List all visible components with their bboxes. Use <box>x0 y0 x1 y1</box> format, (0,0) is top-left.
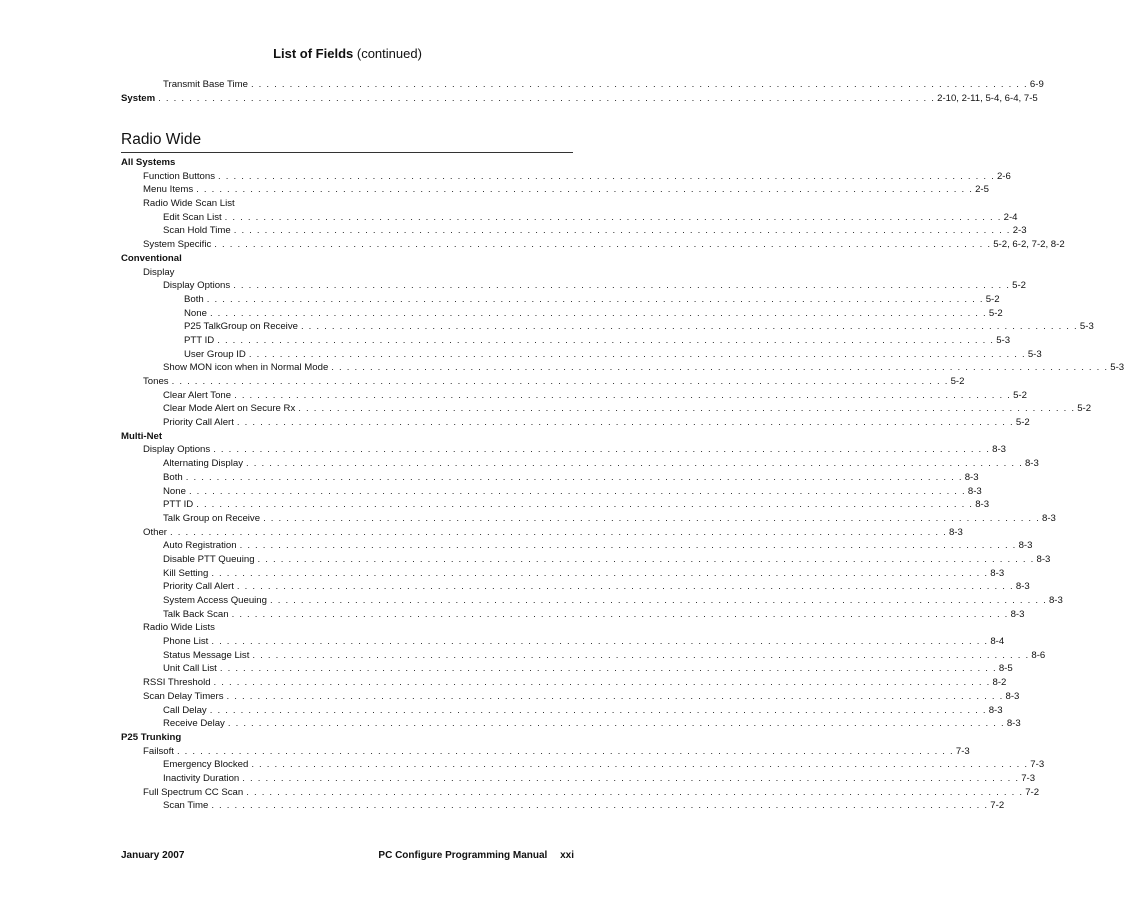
entry-label: Kill Setting <box>163 567 211 581</box>
entry-label: None <box>184 307 210 321</box>
dot-leader: . . . . . . . . . . . . . . . . . . . . . . . . . . . . . . . . . . . . . . . . . . . . . . . . . . . . . . . . . . . . . . . . . . . . . . . . . . . . . . . . . . . . . . . . . . . . . . . . . . . . . <box>252 649 1030 661</box>
index-list-top <box>121 78 1044 105</box>
entry-page-ref: 7-2 <box>1025 786 1040 798</box>
entry-page-ref: 2-5 <box>975 184 989 196</box>
entry-label: System Access Queuing <box>163 594 270 608</box>
entry-page-ref: 2-4 <box>1003 211 1018 223</box>
index-entry <box>121 662 1013 676</box>
entry-page-ref: 5-2 <box>1077 403 1092 415</box>
footer-manual-title: PC Configure Programming Manual <box>378 850 548 861</box>
entry-page-ref: 5-2 <box>950 376 965 387</box>
entry-label: Phone List <box>163 635 211 649</box>
dot-leader: . . . . . . . . . . . . . . . . . . . . . . . . . . . . . . . . . . . . . . . . . . . . . . . . . . . . . . . . . . . . . . . . . . . . . . . . . . . . . . . . . . . . . . . . . . . . . . . . . . . . . <box>214 239 992 251</box>
entry-page-ref: 5-2 <box>1015 417 1030 429</box>
dot-leader: . . . . . . . . . . . . . . . . . . . . . . . . . . . . . . . . . . . . . . . . . . . . . . . . . . . . . . . . . . . . . . . . . . . . . . . . . . . . . . . . . . . . . . . . . . . . . . . . . . . . . <box>185 471 963 483</box>
entry-page-ref: 8-3 <box>1006 718 1021 730</box>
entry-label: Scan Delay Timers <box>143 690 227 704</box>
entry-page-ref: 8-3 <box>1036 553 1051 565</box>
entry-label: Other <box>143 526 170 540</box>
index-entry <box>121 485 982 499</box>
index-entry <box>121 512 1056 526</box>
entry-page-ref: 5-3 <box>1110 362 1124 374</box>
entry-label: Scan Time <box>163 799 211 813</box>
index-entry <box>121 471 979 485</box>
entry-label: Radio Wide Scan List <box>143 197 238 211</box>
entry-page-ref: 5-2, 6-2, 7-2, 8-2 <box>993 239 1065 251</box>
entry-label: User Group ID <box>184 348 249 362</box>
dot-leader: . . . . . . . . . . . . . . . . . . . . . . . . . . . . . . . . . . . . . . . . . . . . . . . . . . . . . . . . . . . . . . . . . . . . . . . . . . . . . . . . . . . . . . . . . . . . . . . . . . . . . <box>239 540 1017 552</box>
entry-page-ref: 8-3 <box>992 444 1007 456</box>
index-entry <box>121 526 963 540</box>
index-entry <box>121 676 1007 690</box>
dot-leader: . . . . . . . . . . . . . . . . . . . . . . . . . . . . . . . . . . . . . . . . . . . . . . . . . . . . . . . . . . . . . . . . . . . . . . . . . . . . . . . . . . . . . . . . . . . . . . . . . . . . . <box>269 595 1047 606</box>
dot-leader: . . . . . . . . . . . . . . . . . . . . . . . . . . . . . . . . . . . . . . . . . . . . . . . . . . . . . . . . . . . . . . . . . . . . . . . . . . . . . . . . . . . . . . . . . . . . . . . . . . . . . <box>236 417 1014 429</box>
index-entry <box>121 580 1030 594</box>
entry-label: Priority Call Alert <box>163 416 237 430</box>
header-title: List of Fields <box>273 46 354 61</box>
footer-date: January 2007 <box>121 850 185 861</box>
index-entry <box>121 498 990 512</box>
dot-leader: . . . . . . . . . . . . . . . . . . . . . . . . . . . . . . . . . . . . . . . . . . . . . . . . . . . . . . . . . . . . . . . . . . . . . . . . . . . . . . . . . . . . . . . . . . . . . . . . . . . . . <box>227 718 1005 730</box>
dot-leader: . . . . . . . . . . . . . . . . . . . . . . . . . . . . . . . . . . . . . . . . . . . . . . . . . . . . . . . . . . . . . . . . . . . . . . . . . . . . . . . . . . . . . . . . . . . . . . . . . . . . . <box>298 403 1076 415</box>
section-rule <box>121 152 573 153</box>
dot-leader: . . . . . . . . . . . . . . . . . . . . . . . . . . . . . . . . . . . . . . . . . . . . . . . . . . . . . . . . . . . . . . . . . . . . . . . . . . . . . . . . . . . . . . . . . . . . . . . . . . . . . <box>219 663 997 675</box>
entry-page-ref: 8-3 <box>948 526 963 538</box>
index-entry <box>121 443 1007 457</box>
index-entry <box>121 635 1005 649</box>
index-entry <box>121 608 1025 622</box>
index-entry <box>121 594 1063 608</box>
entry-page-ref: 5-3 <box>996 334 1011 346</box>
dot-leader: . . . . . . . . . . . . . . . . . . . . . . . . . . . . . . . . . . . . . . . . . . . . . . . . . . . . . . . . . . . . . . . . . . . . . . . . . . . . . . . . . . . . . . . . . . . . . . . . . . . . . <box>158 92 936 104</box>
dot-leader: . . . . . . . . . . . . . . . . . . . . . . . . . . . . . . . . . . . . . . . . . . . . . . . . . . . . . . . . . . . . . . . . . . . . . . . . . . . . . . . . . . . . . . . . . . . . . . . . . . . . . <box>209 704 987 716</box>
entry-page-ref: 8-3 <box>975 499 990 511</box>
index-entry <box>121 211 1018 225</box>
entry-label: Failsoft <box>143 745 177 759</box>
entry-label: Unit Call List <box>163 662 220 676</box>
dot-leader: . . . . . . . . . . . . . . . . . . . . . . . . . . . . . . . . . . . . . . . . . . . . . . . . . . . . . . . . . . . . . . . . . . . . . . . . . . . . . . . . . . . . . . . . . . . . . . . . . . . . . <box>196 184 974 196</box>
dot-leader: . . . . . . . . . . . . . . . . . . . . . . . . . . . . . . . . . . . . . . . . . . . . . . . . . . . . . . . . . . . . . . . . . . . . . . . . . . . . . . . . . . . . . . . . . . . . . . . . . . . . . <box>211 567 989 579</box>
entry-page-ref: 8-3 <box>1042 512 1056 524</box>
dot-leader: . . . . . . . . . . . . . . . . . . . . . . . . . . . . . . . . . . . . . . . . . . . . . . . . . . . . . . . . . . . . . . . . . . . . . . . . . . . . . . . . . . . . . . . . . . . . . . . . . . . . . <box>257 553 1035 565</box>
entry-label: Function Buttons <box>143 170 218 184</box>
entry-page-ref: 8-5 <box>998 663 1013 675</box>
dot-leader: . . . . . . . . . . . . . . . . . . . . . . . . . . . . . . . . . . . . . . . . . . . . . . . . . . . . . . . . . . . . . . . . . . . . . . . . . . . . . . . . . . . . . . . . . . . . . . . . . . . . . <box>217 334 995 346</box>
dot-leader: . . . . . . . . . . . . . . . . . . . . . . . . . . . . . . . . . . . . . . . . . . . . . . . . . . . . . . . . . . . . . . . . . . . . . . . . . . . . . . . . . . . . . . . . . . . . . . . . . . . . . <box>263 512 1041 524</box>
index-entry <box>121 389 1027 403</box>
index-entry <box>121 183 989 197</box>
entry-page-ref: 8-3 <box>1024 458 1039 470</box>
entry-page-ref: 8-3 <box>964 471 979 483</box>
index-entry <box>121 334 1011 348</box>
index-entry <box>121 307 1003 321</box>
entry-page-ref: 5-2 <box>1013 389 1027 401</box>
index-entry <box>121 402 1092 416</box>
footer-page-number: xxi <box>560 850 574 861</box>
entry-label: Clear Mode Alert on Secure Rx <box>163 402 298 416</box>
dot-leader: . . . . . . . . . . . . . . . . . . . . . . . . . . . . . . . . . . . . . . . . . . . . . . . . . . . . . . . . . . . . . . . . . . . . . . . . . . . . . . . . . . . . . . . . . . . . . . . . . . . . . <box>211 636 989 648</box>
dot-leader: . . . . . . . . . . . . . . . . . . . . . . . . . . . . . . . . . . . . . . . . . . . . . . . . . . . . . . . . . . . . . . . . . . . . . . . . . . . . . . . . . . . . . . . . . . . . . . . . . . . . . <box>213 444 991 456</box>
dot-leader: . . . . . . . . . . . . . . . . . . . . . . . . . . . . . . . . . . . . . . . . . . . . . . . . . . . . . . . . . . . . . . . . . . . . . . . . . . . . . . . . . . . . . . . . . . . . . . . . . . . . . <box>211 800 989 812</box>
entry-page-ref: 8-3 <box>990 567 1005 579</box>
entry-page-ref: 8-3 <box>1018 540 1033 552</box>
entry-page-ref: 8-6 <box>1031 649 1046 661</box>
entry-label: Both <box>163 471 186 485</box>
entry-label: Radio Wide Lists <box>143 621 218 635</box>
entry-page-ref: 2-3 <box>1012 225 1027 237</box>
entry-label: Both <box>184 293 207 307</box>
entry-label: P25 TalkGroup on Receive <box>184 320 301 334</box>
dot-leader: . . . . . . . . . . . . . . . . . . . . . . . . . . . . . . . . . . . . . . . . . . . . . . . . . . . . . . . . . . . . . . . . . . . . . . . . . . . . . . . . . . . . . . . . . . . . . . . . . . . . . <box>242 772 1020 784</box>
entry-page-ref: 5-2 <box>1012 280 1027 292</box>
dot-leader: . . . . . . . . . . . . . . . . . . . . . . . . . . . . . . . . . . . . . . . . . . . . . . . . . . . . . . . . . . . . . . . . . . . . . . . . . . . . . . . . . . . . . . . . . . . . . . . . . . . . . <box>251 759 1029 771</box>
index-entry <box>121 320 1094 334</box>
entry-page-ref: 8-3 <box>967 485 982 497</box>
entry-label: Inactivity Duration <box>163 772 242 786</box>
dot-leader: . . . . . . . . . . . . . . . . . . . . . . . . . . . . . . . . . . . . . . . . . . . . . . . . . . . . . . . . . . . . . . . . . . . . . . . . . . . . . . . . . . . . . . . . . . . . . . . . . . . . . <box>196 499 974 511</box>
entry-label: Auto Registration <box>163 539 240 553</box>
entry-page-ref: 7-3 <box>955 745 970 757</box>
entry-page-ref: 8-3 <box>1015 581 1030 593</box>
index-entry <box>121 758 1045 772</box>
index-entry <box>121 197 573 211</box>
dot-leader: . . . . . . . . . . . . . . . . . . . . . . . . . . . . . . . . . . . . . . . . . . . . . . . . . . . . . . . . . . . . . . . . . . . . . . . . . . . . . . . . . . . . . . . . . . . . . . . . . . . . . <box>218 170 995 182</box>
index-entry <box>121 348 1042 362</box>
index-entry <box>121 78 1044 92</box>
dot-leader: . . . . . . . . . . . . . . . . . . . . . . . . . . . . . . . . . . . . . . . . . . . . . . . . . . . . . . . . . . . . . . . . . . . . . . . . . . . . . . . . . . . . . . . . . . . . . . . . . . . . . <box>226 690 1004 702</box>
index-entry <box>121 553 1051 567</box>
entry-label: Edit Scan List <box>163 211 225 225</box>
index-entry <box>121 170 1011 184</box>
entry-page-ref: 5-3 <box>1079 321 1094 333</box>
entry-page-ref: 2-10, 2-11, 5-4, 6-4, 7-5 <box>937 92 1038 104</box>
index-entry <box>121 279 1027 293</box>
index-entry <box>121 799 1005 813</box>
dot-leader: . . . . . . . . . . . . . . . . . . . . . . . . . . . . . . . . . . . . . . . . . . . . . . . . . . . . . . . . . . . . . . . . . . . . . . . . . . . . . . . . . . . . . . . . . . . . . . . . . . . . . <box>170 526 947 538</box>
entry-page-ref: 8-3 <box>1048 595 1063 606</box>
entry-label: Display Options <box>143 443 213 457</box>
index-entry <box>121 786 1040 800</box>
entry-page-ref: 8-4 <box>990 636 1005 648</box>
entry-page-ref: 7-3 <box>1021 772 1036 784</box>
dot-leader: . . . . . . . . . . . . . . . . . . . . . . . . . . . . . . . . . . . . . . . . . . . . . . . . . . . . . . . . . . . . . . . . . . . . . . . . . . . . . . . . . . . . . . . . . . . . . . . . . . . . . <box>171 376 949 387</box>
index-entry <box>121 293 1000 307</box>
entry-page-ref: 8-2 <box>992 677 1007 689</box>
section-title: Radio Wide <box>121 131 202 148</box>
entry-label: Status Message List <box>163 649 252 663</box>
entry-label: P25 Trunking <box>121 731 184 745</box>
index-entry <box>121 567 1005 581</box>
entry-label: Clear Alert Tone <box>163 389 234 403</box>
entry-label: Receive Delay <box>163 717 228 731</box>
entry-page-ref: 5-2 <box>985 293 1000 305</box>
entry-label: System Specific <box>143 238 214 252</box>
index-list <box>121 156 1124 813</box>
index-entry <box>121 238 1065 252</box>
entry-label: Talk Group on Receive <box>163 512 263 526</box>
entry-label: Disable PTT Queuing <box>163 553 258 567</box>
entry-label: Display Options <box>163 279 233 293</box>
entry-page-ref: 7-2 <box>990 800 1005 812</box>
entry-label: RSSI Threshold <box>143 676 214 690</box>
dot-leader: . . . . . . . . . . . . . . . . . . . . . . . . . . . . . . . . . . . . . . . . . . . . . . . . . . . . . . . . . . . . . . . . . . . . . . . . . . . . . . . . . . . . . . . . . . . . . . . . . . . . . <box>250 79 1028 90</box>
entry-label: Full Spectrum CC Scan <box>143 786 246 800</box>
dot-leader: . . . . . . . . . . . . . . . . . . . . . . . . . . . . . . . . . . . . . . . . . . . . . . . . . . . . . . . . . . . . . . . . . . . . . . . . . . . . . . . . . . . . . . . . . . . . . . . . . . . . . <box>224 211 1002 223</box>
entry-page-ref: 8-3 <box>1010 608 1025 620</box>
entry-label: Scan Hold Time <box>163 224 234 238</box>
entry-page-ref: 5-2 <box>988 307 1003 319</box>
entry-page-ref: 2-6 <box>996 170 1011 182</box>
dot-leader: . . . . . . . . . . . . . . . . . . . . . . . . . . . . . . . . . . . . . . . . . . . . . . . . . . . . . . . . . . . . . . . . . . . . . . . . . . . . . . . . . . . . . . . . . . . . . . . . . . . . . <box>300 321 1078 333</box>
dot-leader: . . . . . . . . . . . . . . . . . . . . . . . . . . . . . . . . . . . . . . . . . . . . . . . . . . . . . . . . . . . . . . . . . . . . . . . . . . . . . . . . . . . . . . . . . . . . . . . . . . . . . <box>246 786 1024 798</box>
dot-leader: . . . . . . . . . . . . . . . . . . . . . . . . . . . . . . . . . . . . . . . . . . . . . . . . . . . . . . . . . . . . . . . . . . . . . . . . . . . . . . . . . . . . . . . . . . . . . . . . . . . . . <box>213 677 991 689</box>
index-entry <box>121 621 573 635</box>
index-entry <box>121 649 1046 663</box>
index-entry <box>121 717 1021 731</box>
index-entry <box>121 266 573 280</box>
entry-label: System <box>121 92 158 106</box>
entry-label: All Systems <box>121 156 178 170</box>
entry-label: None <box>163 485 189 499</box>
entry-label: Emergency Blocked <box>163 758 251 772</box>
dot-leader: . . . . . . . . . . . . . . . . . . . . . . . . . . . . . . . . . . . . . . . . . . . . . . . . . . . . . . . . . . . . . . . . . . . . . . . . . . . . . . . . . . . . . . . . . . . . . . . . . . . . . <box>248 348 1026 360</box>
entry-page-ref: 5-3 <box>1027 348 1042 360</box>
entry-label: Priority Call Alert <box>163 580 237 594</box>
index-entry <box>121 745 970 759</box>
dot-leader: . . . . . . . . . . . . . . . . . . . . . . . . . . . . . . . . . . . . . . . . . . . . . . . . . . . . . . . . . . . . . . . . . . . . . . . . . . . . . . . . . . . . . . . . . . . . . . . . . . . . . <box>331 362 1109 374</box>
dot-leader: . . . . . . . . . . . . . . . . . . . . . . . . . . . . . . . . . . . . . . . . . . . . . . . . . . . . . . . . . . . . . . . . . . . . . . . . . . . . . . . . . . . . . . . . . . . . . . . . . . . . . <box>246 458 1023 470</box>
entry-page-ref: 6-9 <box>1029 79 1044 90</box>
index-entry <box>121 224 1027 238</box>
page-header <box>0 46 695 61</box>
entry-label: Display <box>143 266 177 280</box>
index-entry <box>121 430 573 444</box>
dot-leader: . . . . . . . . . . . . . . . . . . . . . . . . . . . . . . . . . . . . . . . . . . . . . . . . . . . . . . . . . . . . . . . . . . . . . . . . . . . . . . . . . . . . . . . . . . . . . . . . . . . . . <box>231 608 1009 620</box>
index-entry <box>121 416 1030 430</box>
entry-label: PTT ID <box>163 498 196 512</box>
entry-label: Show MON icon when in Normal Mode <box>163 361 331 375</box>
dot-leader: . . . . . . . . . . . . . . . . . . . . . . . . . . . . . . . . . . . . . . . . . . . . . . . . . . . . . . . . . . . . . . . . . . . . . . . . . . . . . . . . . . . . . . . . . . . . . . . . . . . . . <box>234 389 1012 401</box>
dot-leader: . . . . . . . . . . . . . . . . . . . . . . . . . . . . . . . . . . . . . . . . . . . . . . . . . . . . . . . . . . . . . . . . . . . . . . . . . . . . . . . . . . . . . . . . . . . . . . . . . . . . . <box>206 293 984 305</box>
dot-leader: . . . . . . . . . . . . . . . . . . . . . . . . . . . . . . . . . . . . . . . . . . . . . . . . . . . . . . . . . . . . . . . . . . . . . . . . . . . . . . . . . . . . . . . . . . . . . . . . . . . . . <box>236 581 1014 593</box>
entry-label: Alternating Display <box>163 457 246 471</box>
index-entry <box>121 539 1033 553</box>
entry-label: Multi-Net <box>121 430 165 444</box>
index-entry <box>121 252 573 266</box>
index-entry <box>121 704 1003 718</box>
dot-leader: . . . . . . . . . . . . . . . . . . . . . . . . . . . . . . . . . . . . . . . . . . . . . . . . . . . . . . . . . . . . . . . . . . . . . . . . . . . . . . . . . . . . . . . . . . . . . . . . . . . . . <box>188 485 966 497</box>
entry-page-ref: 7-3 <box>1030 759 1045 771</box>
index-entry <box>121 156 573 170</box>
index-entry <box>121 690 1020 704</box>
entry-page-ref: 8-3 <box>988 704 1003 716</box>
index-entry <box>121 731 573 745</box>
index-entry <box>121 457 1039 471</box>
index-entry <box>121 375 965 389</box>
entry-label: PTT ID <box>184 334 217 348</box>
index-entry <box>121 92 1038 106</box>
entry-label: Conventional <box>121 252 185 266</box>
dot-leader: . . . . . . . . . . . . . . . . . . . . . . . . . . . . . . . . . . . . . . . . . . . . . . . . . . . . . . . . . . . . . . . . . . . . . . . . . . . . . . . . . . . . . . . . . . . . . . . . . . . . . <box>176 745 954 757</box>
entry-label: Tones <box>143 375 172 389</box>
dot-leader: . . . . . . . . . . . . . . . . . . . . . . . . . . . . . . . . . . . . . . . . . . . . . . . . . . . . . . . . . . . . . . . . . . . . . . . . . . . . . . . . . . . . . . . . . . . . . . . . . . . . . <box>233 225 1011 237</box>
header-suffix: (continued) <box>356 46 422 61</box>
dot-leader: . . . . . . . . . . . . . . . . . . . . . . . . . . . . . . . . . . . . . . . . . . . . . . . . . . . . . . . . . . . . . . . . . . . . . . . . . . . . . . . . . . . . . . . . . . . . . . . . . . . . . <box>233 280 1011 292</box>
entry-label: Menu Items <box>143 183 196 197</box>
dot-leader: . . . . . . . . . . . . . . . . . . . . . . . . . . . . . . . . . . . . . . . . . . . . . . . . . . . . . . . . . . . . . . . . . . . . . . . . . . . . . . . . . . . . . . . . . . . . . . . . . . . . . <box>209 307 987 319</box>
index-entry <box>121 361 1124 375</box>
entry-label: Talk Back Scan <box>163 608 232 622</box>
entry-label: Call Delay <box>163 704 210 718</box>
entry-label: Transmit Base Time <box>163 78 251 92</box>
footer-right <box>378 850 574 861</box>
entry-page-ref: 8-3 <box>1005 690 1020 702</box>
index-entry <box>121 772 1036 786</box>
